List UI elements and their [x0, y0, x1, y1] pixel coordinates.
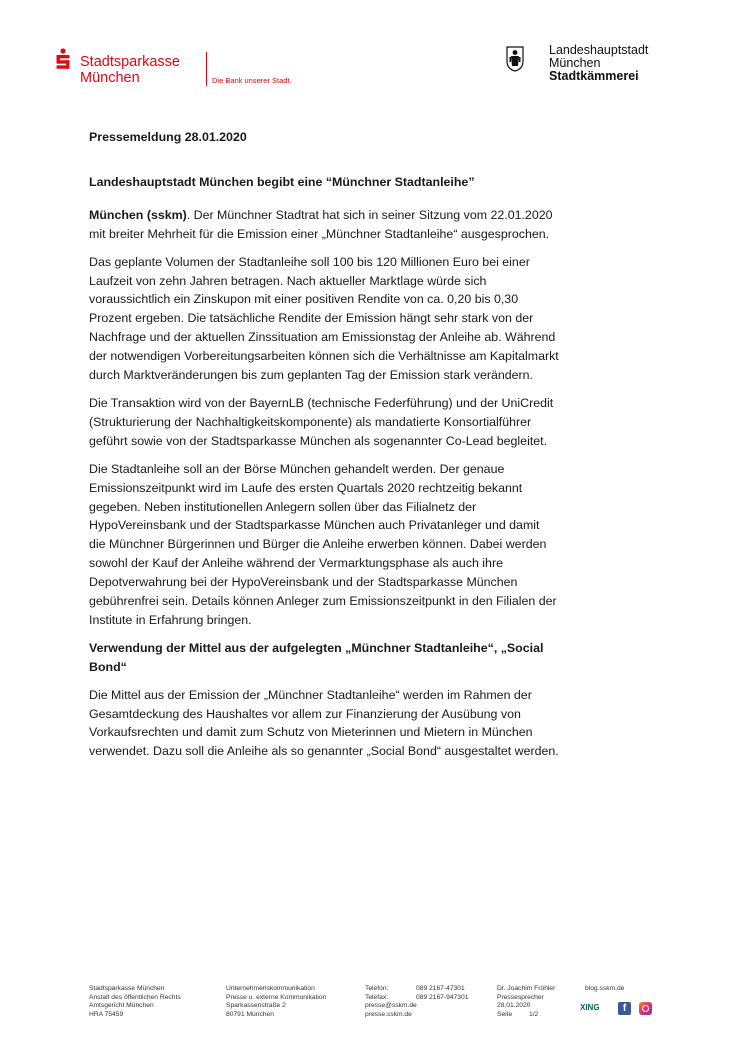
- city-line2: München: [549, 56, 601, 70]
- logo-divider: [206, 52, 207, 86]
- footer-text: Anstalt des öffentlichen Rechts: [89, 993, 181, 1001]
- paragraph-volume: Das geplante Volumen der Stadtanleihe soll 100 bis 120 Millionen Euro bei einer Laufzeit von zehn Jahren betragen. Nach aktueller Marktlage würde sich voraussichtlich ein Zinskupon mit einer positiven Rendite von ca. 0,20 bis 0,30 Prozent ergeben. Die tatsächliche Rendite der Emission hängt sehr stark von der Nachfrage und der aktuellen Zinssituation am Emissionstag der Anleihe ab. Während der notwendigen Vorbereitungsarbeiten können sich die Verhältnisse am Kapitalmarkt durch Marktveränderungen bis zum geplanten Tag der Emission stark verändern.: [89, 254, 559, 383]
- bank-tagline: Die Bank unserer Stadt.: [212, 76, 292, 85]
- xing-icon[interactable]: XING: [580, 1003, 600, 1012]
- footer-blog: [585, 985, 624, 994]
- footer-text: Sparkassenstraße 2: [226, 1002, 286, 1010]
- footer-text: Telefon:: [365, 985, 389, 992]
- footer-department: [226, 985, 326, 1019]
- website-link[interactable]: presse.sskm.de: [365, 1010, 412, 1018]
- paragraph-trading: Die Stadtanleihe soll an der Börse München gehandelt werden. Der genaue Emissionszeitpunkt wird im Laufe des ersten Quartals 2020 rechtzeitig bekannt gegeben. Neben institutionellen Anlegern sollen über das Filialnetz der HypoVereinsbank und der Stadtsparkasse München auch Privatanleger und damit die Münchner Bürgerinnen und Bürger die Anleihe erwerben können. Dabei werden sowohl der Kauf der Anleihe während der Vermarktungsphase als auch ihre Depotverwahrung bei der HypoVereinsbank und der Stadtsparkasse München gebührenfrei sein. Details können Anleger zum Emissionszeitpunkt in den Filialen der Institute in Erfahrung bringen.: [89, 461, 557, 627]
- fax-number: 089 2167-947301: [416, 993, 469, 1001]
- city-line1: Landeshauptstadt: [549, 43, 649, 57]
- footer-text: 28.01.2020: [497, 1002, 531, 1010]
- footer-text: Amtsgericht München: [89, 1002, 154, 1010]
- press-release-body: [89, 128, 559, 770]
- subheading: Verwendung der Mittel aus der aufgelegten „Münchner Stadtanleihe“, „Social Bond“: [89, 640, 544, 674]
- munich-coat-of-arms-icon: [506, 46, 524, 72]
- facebook-icon[interactable]: f: [618, 1002, 631, 1015]
- city-line3: Stadtkämmerei: [549, 69, 639, 83]
- intro-text: . Der Münchner Stadtrat hat sich in seiner Sitzung vom 22.01.2020 mit breiter Mehrheit für die Emission einer „Münchner Stadtanleihe“ ausgesprochen.: [89, 207, 553, 241]
- email-link[interactable]: presse@sskm.de: [365, 1002, 417, 1010]
- instagram-icon[interactable]: [639, 1002, 652, 1015]
- footer-text: Stadtsparkasse München: [89, 985, 165, 992]
- press-date: Pressemeldung 28.01.2020: [89, 130, 247, 144]
- paragraph-use-of-funds: Die Mittel aus der Emission der „Münchner Stadtanleihe“ werden im Rahmen der Gesamtdeckung des Haushaltes vor allem zur Finanzierung der Ausübung von Vorkaufsrechten und damit zum Schutz von Mieterinnen und Mietern in München verwendet. Dazu soll die Anleihe als so genannter „Social Bond“ ausgestaltet werden.: [89, 687, 559, 759]
- bank-name: [80, 54, 180, 86]
- paragraph-transaction: Die Transaktion wird von der BayernLB (technische Federführung) und der UniCredit (Strukturierung der Nachhaltigkeitskomponente) als mandatierte Konsortialführer geführt sowie von der Stadtsparkasse München als sogenannter Co-Lead begleitet.: [89, 395, 554, 448]
- footer-text: Presse u. externe Kommunikation: [226, 993, 327, 1001]
- footer-text: Telefax:: [365, 993, 389, 1001]
- footer-text: Pressesprecher: [497, 993, 544, 1001]
- footer-phone-numbers: [416, 985, 468, 1002]
- bank-name-line1: Stadtsparkasse: [80, 54, 180, 70]
- headline: Landeshauptstadt München begibt eine “Münchner Stadtanleihe”: [89, 174, 475, 189]
- footer-contact-labels: [365, 985, 417, 1019]
- blog-link[interactable]: blog.sskm.de: [585, 985, 625, 992]
- footer-text: Dr. Joachim Fröhler: [497, 985, 556, 992]
- footer-text: Unternehmenskommunikation: [226, 985, 315, 992]
- city-logo-text: [549, 44, 648, 83]
- bank-name-line2: München: [80, 70, 140, 86]
- page-number: [497, 1011, 555, 1020]
- intro-paragraph: [89, 206, 559, 244]
- page-label: Seite: [497, 1010, 513, 1018]
- page-value: 1/2: [528, 1010, 539, 1018]
- footer-bank-info: [89, 985, 181, 1019]
- phone-number: 089 2167-47301: [416, 985, 465, 992]
- intro-lead: München (sskm): [89, 207, 187, 222]
- footer-text: 80791 München: [226, 1010, 274, 1018]
- sparkasse-s-icon: [56, 48, 70, 70]
- footer-spokesperson: [497, 985, 555, 1019]
- footer-text: HRA 75459: [89, 1010, 124, 1018]
